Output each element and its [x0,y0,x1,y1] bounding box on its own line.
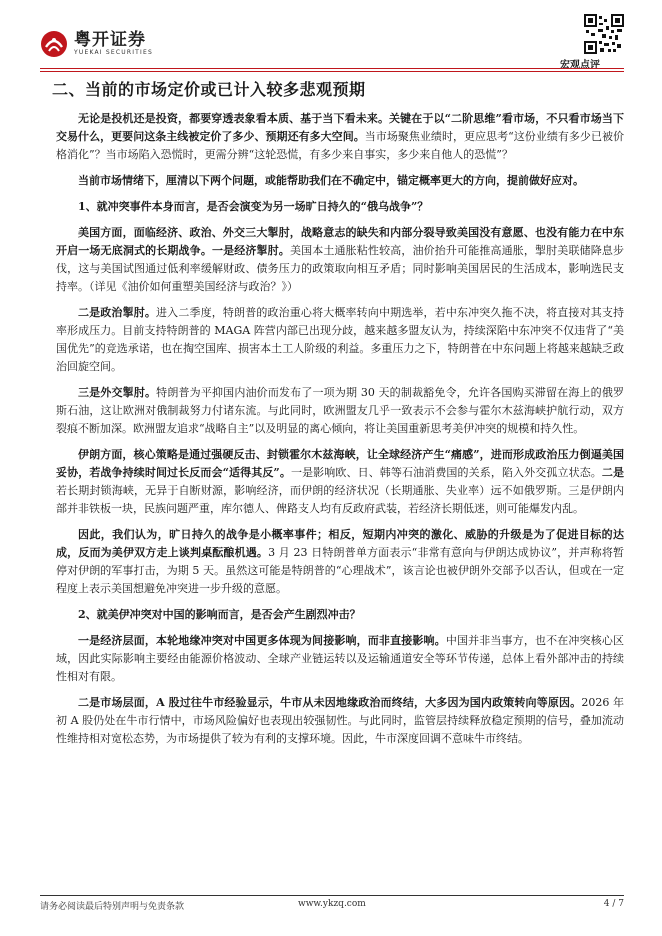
paragraph-conclusion-emphasis: 我们认为，旷日持久的战争是小概率事件；相反，短期内冲突的激化、威胁的升级是为了促进目标的达成，反而为美伊双方走上谈判桌酝酿机遇。 [56,528,625,559]
paragraph-china-market-emphasis: 二是市场层面，A 股过往牛市经验显示，牛市从未因地缘政治而终结，大多因为国内政策转向等原因。 [78,696,582,709]
company-logo [40,30,153,58]
logo-name-cn: 粤开证券 [74,30,146,50]
footer-disclaimer: 请务必阅读最后特别声明与免责条款 [40,902,185,912]
paragraph-2: 当前市场情绪下，厘清以下两个问题，或能帮助我们在不确定中，锚定概率更大的方向，提前做好应对。 [78,174,584,187]
paragraph-conclusion-lead: 因此， [78,528,113,541]
section-title: 二、当前的市场定价或已计入较多悲观预期 [52,80,366,99]
document-body [52,80,625,756]
header-divider [40,68,624,69]
document-type-label: 宏观点评 [560,60,600,71]
paragraph-conclusion [56,526,624,598]
qr-code-icon [584,14,624,54]
paragraph-iran-emphasis-2: 二是 [601,466,625,479]
paragraph-us-economy-text: 美国本土通胀粘性较高，油价抬升可能推高通胀，掣肘美联储降息步伐，这与美国试图通过低利率缓解财政、债务压力的政策取向相互矛盾；同时影响美国居民的生活成本，影响选民支持率。（详见《油价如何重塑美国经济与政治？》） [56,244,625,293]
paragraph-us-diplomacy-emphasis: 三是外交掣肘。 [78,386,157,399]
page-header [0,0,662,70]
paragraph-us-politics-text: 进入二季度，特朗普的政治重心将大概率转向中期选举，若中东冲突久拖不决，将直接对其支持率形成压力。目前支持特朗普的 MAGA 阵营内部已出现分歧，越来越多盟友认为，持续深陷中东冲突不仅违背了“美国优先”的竞选承诺，也在掏空国库、损害本土工人阶级的利益。多重压力之下，特朗普在中东问题上将越来越缺乏政治回旋空间。 [56,306,625,373]
paragraph-us-politics-emphasis: 二是政治掣肘。 [78,306,157,319]
logo-mark-icon [40,30,68,58]
logo-name-en: YUEKAI SECURITIES [74,49,154,56]
paragraph-china-economy-text: 中国并非当事方，也不在冲突核心区域，因此实际影响主要经由能源价格波动、全球产业链运转以及运输通道安全等环节传递，总体上看外部冲击的持续性相对有限。 [56,634,624,683]
paragraph-iran-text-2: 若长期封锁海峡，无异于自断财源，影响经济，而伊朗的经济状况（长期通胀、失业率）远不如俄罗斯。三是伊朗内部并非铁板一块，民族问题严重，库尔德人、俾路支人均有反政府武装，若经济长期低迷，则可能爆发内乱。 [56,484,624,515]
paragraph-1-text: 当市场聚焦业绩时，更应思考“这份业绩有多少已被价格消化”？当市场陷入恐慌时，更需分辨“这轮恐慌，有多少来自事实，多少来自他人的恐慌”？ [56,130,625,161]
paragraph-china-market [56,694,624,748]
footer-website: www.ykzq.com [298,899,366,909]
paragraph-us-economy-emphasis: 美国方面，面临经济、政治、外交三大掣肘，战略意志的缺失和内部分裂导致美国没有意愿、也没有能力在中东开启一场无底洞式的长期战争。一是经济掣肘。 [56,226,624,257]
paragraph-1 [56,110,624,164]
paragraph-iran-text-1: 一是影响欧、日、韩等石油消费国的关系，陷入外交孤立状态。 [290,466,602,479]
paragraph-china-market-text: 2026 年初 A 股仍处在牛市行情中，市场风险偏好也表现出较强韧性。与此同时，监管层持续释放稳定预期的信号，叠加流动性维持相对宽松态势，为市场提供了较为有利的支撑环境。因此，牛市深度回调不意味牛市终结。 [56,696,624,745]
question-1-heading: 1、就冲突事件本身而言，是否会演变为另一场旷日持久的“俄乌战争”？ [78,200,429,213]
header-divider-thin [40,71,624,72]
paragraph-us-diplomacy [56,384,624,438]
paragraph-iran [56,446,624,518]
paragraph-china-economy-emphasis: 一是经济层面，本轮地缘冲突对中国更多体现为间接影响，而非直接影响。 [78,634,446,647]
paragraph-conclusion-text: 3 月 23 日特朗普单方面表示“非常有意向与伊朗达成协议”，并声称将暂停对伊朗的军事打击，为期 5 天。虽然这可能是特朗普的“心理战术”，该言论也被伊朗外交部予以否认，但或在一定程度上表示美国想避免冲突进一步升级的意愿。 [56,546,624,595]
paragraph-china-economy [56,632,624,686]
paragraph-1-emphasis: 无论是投机还是投资，都要穿透表象看本质、基于当下看未来。关键在于以“二阶思维”看市场，不只看市场当下交易什么，更要问这条主线被定价了多少、预期还有多大空间。 [56,112,624,143]
paragraph-us-economy [56,224,624,296]
paragraph-us-diplomacy-text: 特朗普为平抑国内油价而发布了一项为期 30 天的制裁豁免令，允许各国购买滞留在海上的俄罗斯石油，这让欧洲对俄制裁努力付诸东流。与此同时，欧洲盟友几乎一致表示不会参与霍尔木兹海峡护航行动，双方裂痕不断加深。欧洲盟友追求“战略自主”以及明显的离心倾向，将让美国重新思考美伊冲突的规模和持久性。 [56,386,624,435]
paragraph-iran-emphasis: 伊朗方面，核心策略是通过强硬反击、封锁霍尔木兹海峡，让全球经济产生“痛感”，进而形成政治压力倒逼美国妥协，若战争持续时间过长反而会“适得其反”。 [56,448,624,479]
question-2-heading: 2、就美伊冲突对中国的影响而言，是否会产生剧烈冲击？ [78,608,361,621]
paragraph-us-politics [56,304,624,376]
footer-page-number: 4 / 7 [603,899,624,909]
footer-divider [40,895,624,896]
